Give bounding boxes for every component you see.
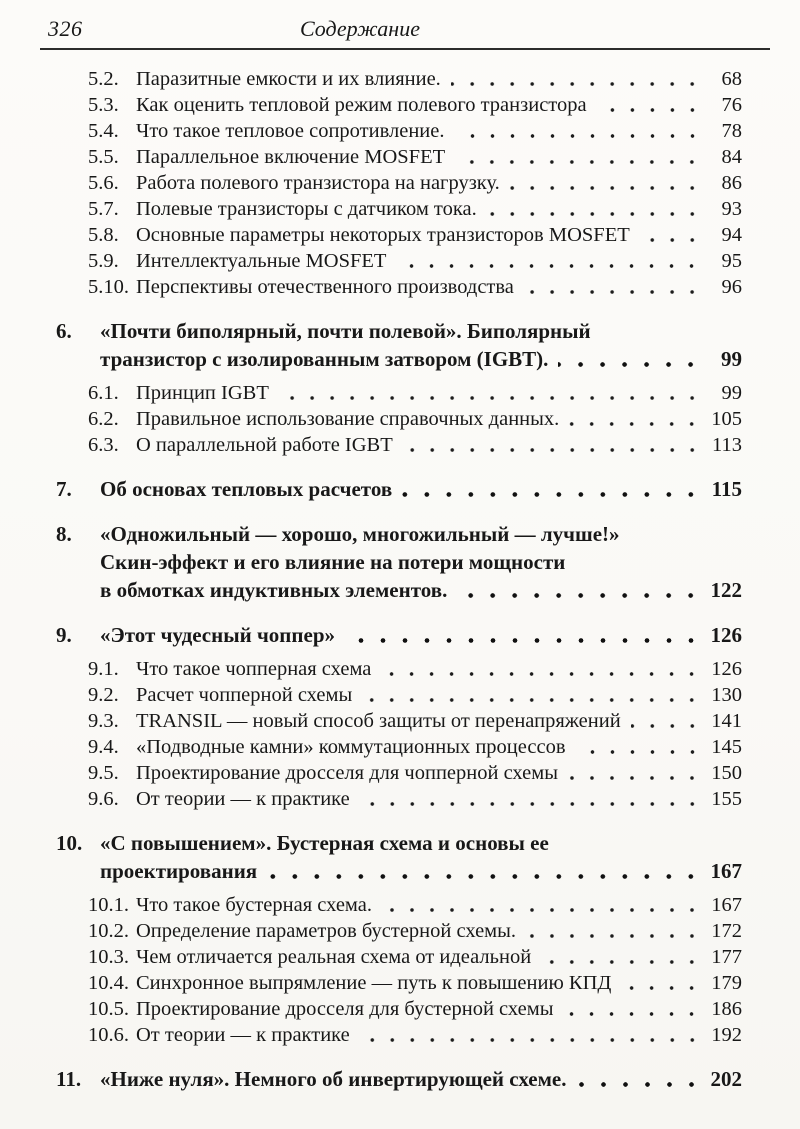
toc-entry bbox=[48, 829, 742, 885]
entry-number: 9.3. bbox=[88, 710, 119, 732]
dot-leader bbox=[382, 900, 704, 914]
toc-entry-line bbox=[48, 576, 742, 604]
entry-page-number: 95 bbox=[721, 250, 742, 272]
entry-title: Параллельное включение MOSFET bbox=[136, 146, 446, 168]
toc-entry-line bbox=[48, 406, 742, 432]
entry-page-number: 113 bbox=[712, 434, 742, 456]
toc-entry-line bbox=[48, 786, 742, 812]
toc-entry-line bbox=[48, 829, 742, 857]
toc-entry-line bbox=[48, 475, 742, 503]
dot-leader bbox=[621, 978, 704, 992]
toc-entry bbox=[48, 196, 742, 222]
entry-title: Проектирование дросселя для бустерной схемы bbox=[136, 998, 554, 1020]
entry-number: 10.1. bbox=[88, 894, 129, 916]
entry-page-number: 96 bbox=[721, 276, 742, 298]
entry-title: Правильное использование справочных данных. bbox=[136, 408, 560, 430]
toc-entry-line bbox=[48, 621, 742, 649]
entry-number: 9. bbox=[56, 623, 72, 647]
dot-leader bbox=[597, 100, 704, 114]
toc-entry bbox=[48, 621, 742, 649]
entry-title: TRANSIL — новый способ защиты от перенапряжений bbox=[136, 710, 621, 732]
entry-number: 9.1. bbox=[88, 658, 119, 680]
entry-page-number: 179 bbox=[711, 972, 742, 994]
toc-entry-line bbox=[48, 682, 742, 708]
toc-entry bbox=[48, 222, 742, 248]
entry-title: Работа полевого транзистора на нагрузку. bbox=[136, 172, 500, 194]
entry-title: Как оценить тепловой режим полевого транзистора bbox=[136, 94, 587, 116]
folio-page-number: 326 bbox=[48, 16, 83, 41]
toc-entry-line bbox=[48, 970, 742, 996]
entry-title: Чем отличается реальная схема от идеальной bbox=[136, 946, 532, 968]
dot-leader bbox=[510, 178, 704, 192]
entry-page-number: 78 bbox=[721, 120, 742, 142]
dot-leader bbox=[381, 664, 704, 678]
entry-title: «Подводные камни» коммутационных процессов bbox=[136, 736, 566, 758]
toc-entry-line bbox=[48, 1022, 742, 1048]
entry-number: 10.5. bbox=[88, 998, 129, 1020]
entry-title: «Ниже нуля». Немного об инвертирующей схеме. bbox=[100, 1067, 567, 1091]
entry-title: От теории — к практике bbox=[136, 1024, 350, 1046]
toc-entry bbox=[48, 66, 742, 92]
entry-title: Определение параметров бустерной схемы. bbox=[136, 920, 517, 942]
toc-entry-line bbox=[48, 996, 742, 1022]
entry-number: 5.6. bbox=[88, 172, 119, 194]
entry-page-number: 186 bbox=[711, 998, 742, 1020]
toc-entry-line bbox=[48, 857, 742, 885]
toc-entry-line bbox=[48, 345, 742, 373]
toc-entry-line bbox=[48, 944, 742, 970]
toc-entry bbox=[48, 475, 742, 503]
entry-title: «Этот чудесный чоппер» bbox=[100, 623, 335, 647]
entry-number: 10. bbox=[56, 831, 83, 855]
toc-entry bbox=[48, 734, 742, 760]
toc-entry bbox=[48, 1065, 742, 1093]
entry-page-number: 192 bbox=[711, 1024, 742, 1046]
entry-number: 6.1. bbox=[88, 382, 119, 404]
entry-page-number: 99 bbox=[721, 382, 742, 404]
entry-page-number: 76 bbox=[721, 94, 742, 116]
toc-entry bbox=[48, 118, 742, 144]
toc-entry bbox=[48, 1022, 742, 1048]
toc-entry-line bbox=[48, 520, 742, 548]
dot-leader bbox=[362, 690, 704, 704]
entry-page-number: 122 bbox=[710, 578, 742, 602]
toc-entry bbox=[48, 918, 742, 944]
entry-title: в обмотках индуктивных элементов. bbox=[100, 578, 448, 602]
entry-number: 5.2. bbox=[88, 68, 119, 90]
entry-title: Синхронное выпрямление — путь к повышению КПД bbox=[136, 972, 612, 994]
toc-entry-line bbox=[48, 760, 742, 786]
entry-number: 5.8. bbox=[88, 224, 119, 246]
entry-number: 8. bbox=[56, 522, 72, 546]
entry-number: 10.2. bbox=[88, 920, 129, 942]
entry-page-number: 93 bbox=[721, 198, 742, 220]
dot-leader bbox=[576, 742, 704, 756]
dot-leader bbox=[402, 485, 704, 499]
toc-entry-line bbox=[48, 892, 742, 918]
entry-title: Перспективы отечественного производства bbox=[136, 276, 514, 298]
dot-leader bbox=[267, 867, 704, 881]
toc-entry-line bbox=[48, 656, 742, 682]
entry-page-number: 84 bbox=[721, 146, 742, 168]
entry-page-number: 130 bbox=[711, 684, 742, 706]
toc-entry-line bbox=[48, 118, 742, 144]
toc-entry-line bbox=[48, 918, 742, 944]
entry-title: Что такое бустерная схема. bbox=[136, 894, 372, 916]
entry-number: 5.4. bbox=[88, 120, 119, 142]
toc-entry bbox=[48, 274, 742, 300]
entry-page-number: 86 bbox=[721, 172, 742, 194]
toc-entry-line bbox=[48, 1065, 742, 1093]
dot-leader bbox=[360, 1030, 704, 1044]
toc-entry-line bbox=[48, 196, 742, 222]
entry-number: 9.2. bbox=[88, 684, 119, 706]
entry-title: Скин-эффект и его влияние на потери мощности bbox=[100, 550, 566, 574]
dot-leader bbox=[569, 414, 704, 428]
table-of-contents bbox=[48, 50, 742, 1093]
running-title: Содержание bbox=[299, 16, 420, 41]
entry-title: проектирования bbox=[100, 859, 258, 883]
entry-number: 7. bbox=[56, 477, 72, 501]
entry-page-number: 94 bbox=[721, 224, 742, 246]
entry-title: Паразитные емкости и их влияние. bbox=[136, 68, 441, 90]
toc-entry bbox=[48, 996, 742, 1022]
entry-page-number: 167 bbox=[711, 894, 742, 916]
dot-leader bbox=[455, 126, 705, 140]
toc-entry bbox=[48, 656, 742, 682]
entry-number: 6.2. bbox=[88, 408, 119, 430]
toc-entry-line bbox=[48, 248, 742, 274]
toc-entry bbox=[48, 708, 742, 734]
dot-leader bbox=[403, 440, 704, 454]
toc-entry-line bbox=[48, 432, 742, 458]
entry-page-number: 126 bbox=[711, 658, 742, 680]
entry-page-number: 99 bbox=[721, 347, 742, 371]
entry-title: Что такое чопперная схема bbox=[136, 658, 372, 680]
toc-entry bbox=[48, 786, 742, 812]
entry-title: Проектирование дросселя для чопперной схемы bbox=[136, 762, 559, 784]
toc-entry-line bbox=[48, 170, 742, 196]
dot-leader bbox=[360, 794, 704, 808]
entry-number: 10.3. bbox=[88, 946, 129, 968]
dot-leader bbox=[558, 355, 704, 369]
entry-number: 5.7. bbox=[88, 198, 119, 220]
entry-page-number: 105 bbox=[711, 408, 742, 430]
toc-entry-line bbox=[48, 548, 742, 576]
entry-title: Что такое тепловое сопротивление. bbox=[136, 120, 445, 142]
entry-number: 6.3. bbox=[88, 434, 119, 456]
entry-number: 9.5. bbox=[88, 762, 119, 784]
entry-title: О параллельной работе IGBT bbox=[136, 434, 393, 456]
toc-entry bbox=[48, 682, 742, 708]
dot-leader bbox=[563, 1004, 704, 1018]
dot-leader bbox=[487, 204, 704, 218]
entry-number: 5.5. bbox=[88, 146, 119, 168]
dot-leader bbox=[631, 716, 704, 730]
entry-page-number: 141 bbox=[711, 710, 742, 732]
dot-leader bbox=[640, 230, 704, 244]
entry-number: 5.10. bbox=[88, 276, 129, 298]
entry-number: 5.9. bbox=[88, 250, 119, 272]
toc-entry bbox=[48, 892, 742, 918]
toc-entry bbox=[48, 317, 742, 373]
toc-entry bbox=[48, 944, 742, 970]
toc-entry-line bbox=[48, 144, 742, 170]
entry-number: 9.6. bbox=[88, 788, 119, 810]
page-header bbox=[48, 16, 742, 46]
entry-title: «Почти биполярный, почти полевой». Биполярный bbox=[100, 319, 591, 343]
entry-title: Основные параметры некоторых транзисторов MOSFET bbox=[136, 224, 630, 246]
entry-page-number: 155 bbox=[711, 788, 742, 810]
dot-leader bbox=[457, 586, 704, 600]
toc-entry bbox=[48, 406, 742, 432]
dot-leader bbox=[396, 256, 704, 270]
entry-title: «С повышением». Бустерная схема и основы ее bbox=[100, 831, 549, 855]
entry-number: 6. bbox=[56, 319, 72, 343]
entry-page-number: 126 bbox=[710, 623, 742, 647]
dot-leader bbox=[541, 952, 704, 966]
toc-entry-line bbox=[48, 380, 742, 406]
entry-title: Принцип IGBT bbox=[136, 382, 269, 404]
toc-entry bbox=[48, 144, 742, 170]
toc-entry-line bbox=[48, 222, 742, 248]
entry-page-number: 68 bbox=[721, 68, 742, 90]
entry-page-number: 115 bbox=[711, 477, 742, 501]
entry-number: 5.3. bbox=[88, 94, 119, 116]
entry-page-number: 202 bbox=[710, 1067, 742, 1091]
dot-leader bbox=[345, 631, 704, 645]
entry-title: Об основах тепловых расчетов bbox=[100, 477, 393, 501]
toc-entry bbox=[48, 760, 742, 786]
entry-page-number: 145 bbox=[711, 736, 742, 758]
toc-entry bbox=[48, 520, 742, 604]
toc-entry bbox=[48, 432, 742, 458]
toc-entry-line bbox=[48, 66, 742, 92]
entry-title: От теории — к практике bbox=[136, 788, 350, 810]
entry-title: Полевые транзисторы с датчиком тока. bbox=[136, 198, 477, 220]
entry-page-number: 167 bbox=[710, 859, 742, 883]
toc-entry bbox=[48, 380, 742, 406]
entry-page-number: 177 bbox=[711, 946, 742, 968]
entry-number: 9.4. bbox=[88, 736, 119, 758]
entry-number: 10.6. bbox=[88, 1024, 129, 1046]
dot-leader bbox=[526, 926, 704, 940]
entry-title: Расчет чопперной схемы bbox=[136, 684, 353, 706]
entry-page-number: 172 bbox=[711, 920, 742, 942]
toc-entry-line bbox=[48, 734, 742, 760]
entry-page-number: 150 bbox=[711, 762, 742, 784]
toc-entry bbox=[48, 970, 742, 996]
entry-number: 10.4. bbox=[88, 972, 129, 994]
dot-leader bbox=[524, 282, 704, 296]
toc-entry-line bbox=[48, 274, 742, 300]
entry-number: 11. bbox=[56, 1067, 82, 1091]
toc-entry bbox=[48, 170, 742, 196]
toc-entry-line bbox=[48, 92, 742, 118]
toc-entry-line bbox=[48, 708, 742, 734]
dot-leader bbox=[455, 152, 704, 166]
toc-entry bbox=[48, 248, 742, 274]
dot-leader bbox=[577, 1075, 705, 1089]
entry-title: транзистор с изолированным затвором (IGBT). bbox=[100, 347, 549, 371]
dot-leader bbox=[451, 74, 704, 88]
toc-entry bbox=[48, 92, 742, 118]
dot-leader bbox=[279, 388, 704, 402]
dot-leader bbox=[568, 768, 704, 782]
entry-title: Интеллектуальные MOSFET bbox=[136, 250, 387, 272]
toc-entry-line bbox=[48, 317, 742, 345]
entry-title: «Одножильный — хорошо, многожильный — лучше!» bbox=[100, 522, 620, 546]
